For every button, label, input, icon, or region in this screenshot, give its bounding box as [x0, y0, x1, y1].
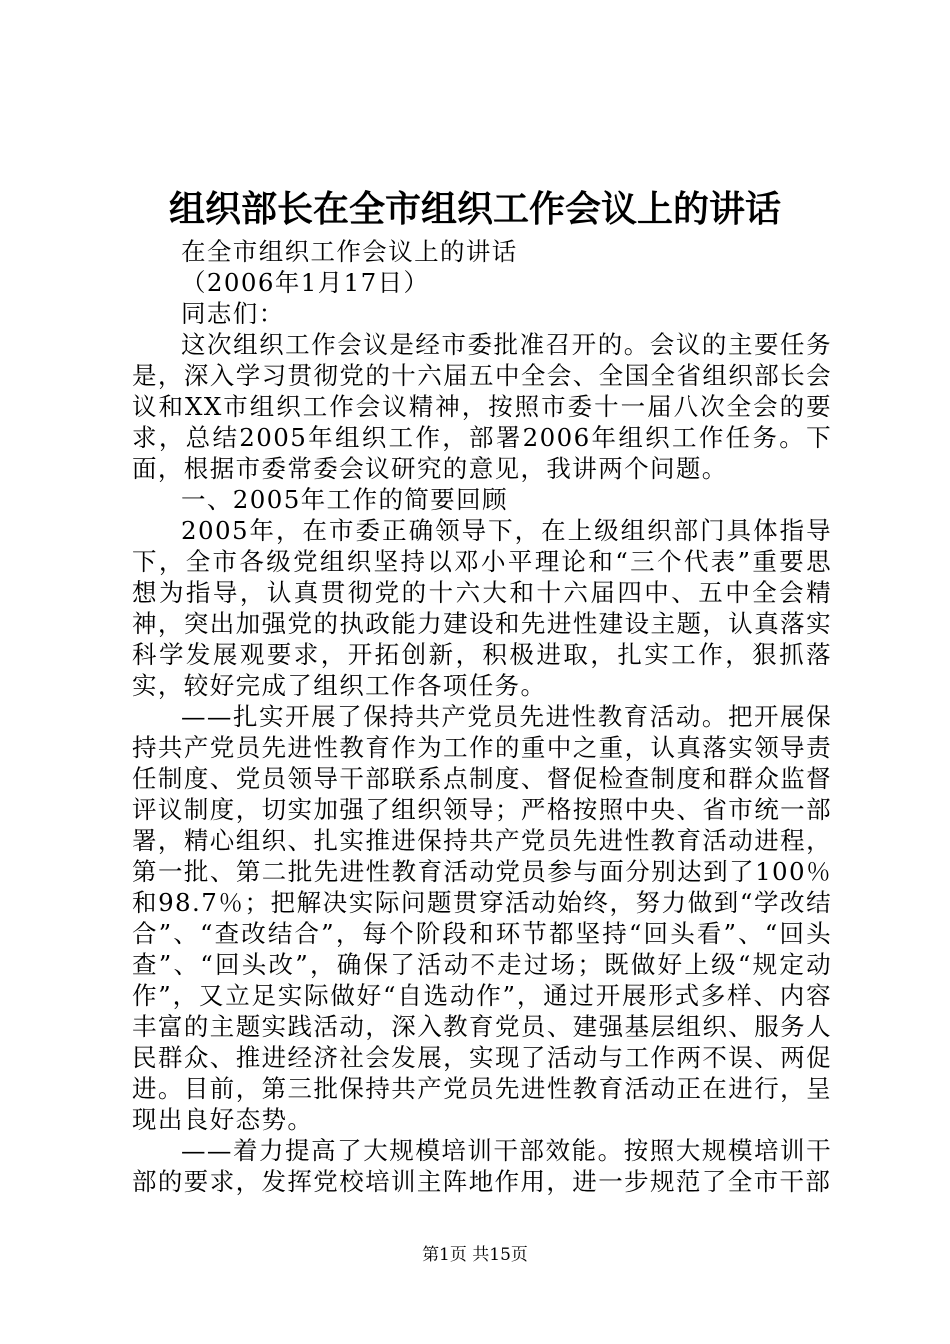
paragraph-date: （2006年1月17日） — [181, 268, 430, 297]
paragraph-education-activity: ——扎实开展了保持共产党员先进性教育活动。把开展保持共产党员先进性教育作为工作的重中之重，认真落实领导责任制度、党员领导干部联系点制度、督促检查制度和群众监督评议制度，切实加强了组织领导；严格按照中央、省市统一部署，精心组织、扎实推进保持共产党员先进性教育活动进程，第一批、第二批先进性教育活动党员参与面分别达到了100％和98.7％；把解决实际问题贯穿活动始终，努力做到“学改结合”、“查改结合”，每个阶段和环节都坚持“回头看”、“回头查”、“回头改”，确保了活动不走过场；既做好上级“规定动作”，又立足实际做好“自选动作”，通过开展形式多样、内容丰富的主题实践活动，深入教育党员、建强基层组织、服务人民群众、推进经济社会发展，实现了活动与工作两不误、两促进。目前，第三批保持共产党员先进性教育活动正在进行，呈现出良好态势。 — [132, 702, 832, 1134]
paragraph-cadre-training: ——着力提高了大规模培训干部效能。按照大规模培训干部的要求，发挥党校培训主阵地作用，进一步规范了全市干部 — [132, 1136, 832, 1196]
paragraph-heading-review: 一、2005年工作的简要回顾 — [181, 485, 508, 514]
paragraph-2005-summary: 2005年，在市委正确领导下，在上级组织部门具体指导下，全市各级党组织坚持以邓小平理论和“三个代表”重要思想为指导，认真贯彻党的十六大和十六届四中、五中全会精神，突出加强党的执政能力建设和先进性建设主题，认真落实科学发展观要求，开拓创新，积极进取，扎实工作，狠抓落实，较好完成了组织工作各项任务。 — [132, 516, 832, 700]
paragraph-intro: 这次组织工作会议是经市委批准召开的。会议的主要任务是，深入学习贯彻党的十六届五中全会、全国全省组织部长会议和XX市组织工作会议精神，按照市委十一届八次全会的要求，总结2005年组织工作，部署2006年组织工作任务。下面，根据市委常委会议研究的意见，我讲两个问题。 — [132, 330, 832, 483]
paragraph-salutation: 同志们： — [181, 299, 285, 328]
paragraph-subtitle: 在全市组织工作会议上的讲话 — [181, 237, 518, 266]
page-footer: 第1页 共15页 — [422, 1245, 528, 1265]
document-body — [132, 236, 832, 1197]
document-title: 组织部长在全市组织工作会议上的讲话 — [168, 188, 781, 230]
